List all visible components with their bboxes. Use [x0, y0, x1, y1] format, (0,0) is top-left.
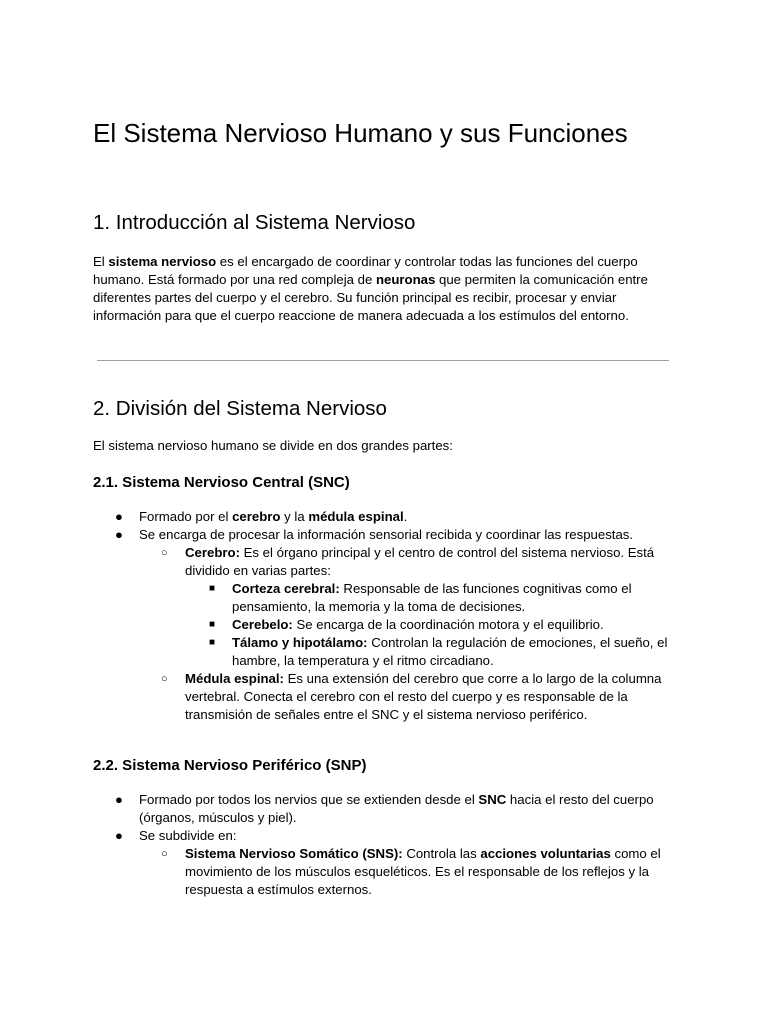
text-run: y la	[280, 509, 309, 524]
bold-term: Tálamo y hipotálamo:	[232, 635, 368, 650]
bold-term: cerebro	[232, 509, 281, 524]
section-1-paragraph	[93, 253, 653, 325]
section-1-heading: 1. Introducción al Sistema Nervioso	[93, 211, 416, 234]
text-run: como el movimiento de los músculos esqueléticos. Es el responsable de los reflejos y la respuesta a estímulos externos.	[185, 846, 661, 897]
text-run: Se encarga de procesar la información sensorial recibida y coordinar las respuestas.	[139, 527, 634, 542]
text-run: hacia el resto del cuerpo (órganos, músculos y piel).	[139, 792, 654, 825]
list-item	[93, 670, 673, 724]
bold-term: médula espinal	[308, 509, 404, 524]
bullet-circle: ○	[161, 848, 168, 860]
list-item	[93, 616, 673, 634]
text-run: Formado por todos los nervios que se extienden desde el	[139, 792, 479, 807]
section-2-intro: El sistema nervioso humano se divide en dos grandes partes:	[93, 438, 453, 453]
bold-term: Médula espinal:	[185, 671, 284, 686]
subsection-2-1-heading: 2.1. Sistema Nervioso Central (SNC)	[93, 474, 350, 491]
list-item	[93, 827, 673, 845]
text-run: Se subdivide en:	[139, 828, 237, 843]
horizontal-divider	[97, 360, 669, 361]
bullet-disc: ●	[115, 792, 123, 807]
bullet-circle: ○	[161, 673, 168, 685]
text-run: .	[403, 509, 408, 524]
text-run: que permiten la comunicación entre diferentes partes del cuerpo y el cerebro. Su función principal es recibir, procesar y enviar información para que el cuerpo reaccione de manera adecuada a los estímulos del entorno.	[93, 272, 648, 323]
bold-term: neuronas	[375, 272, 436, 287]
document-title: El Sistema Nervioso Humano y sus Funciones	[93, 118, 628, 148]
list-item	[93, 845, 673, 899]
list-item	[93, 634, 673, 670]
bullet-disc: ●	[115, 828, 123, 843]
bold-term: Corteza cerebral:	[232, 581, 340, 596]
text-run: Controla las	[402, 846, 481, 861]
text-run: Formado por el	[139, 509, 233, 524]
bullet-circle: ○	[161, 547, 168, 559]
bullet-disc: ●	[115, 527, 123, 542]
bullet-square: ■	[209, 637, 216, 648]
bullet-square: ■	[209, 583, 216, 594]
text-run: El	[93, 254, 109, 269]
list-item	[93, 580, 673, 616]
list-item	[93, 791, 673, 827]
section-2-heading: 2. División del Sistema Nervioso	[93, 397, 387, 420]
bold-term: Cerebro:	[185, 545, 240, 560]
list-item	[93, 544, 673, 580]
text-run: Responsable de las funciones cognitivas como el pensamiento, la memoria y la toma de decisiones.	[232, 581, 632, 614]
subsection-2-2-heading: 2.2. Sistema Nervioso Periférico (SNP)	[93, 757, 367, 774]
bullet-square: ■	[209, 619, 216, 630]
bold-term: Cerebelo:	[232, 617, 293, 632]
bold-term: Sistema Nervioso Somático (SNS):	[185, 846, 403, 861]
bold-term: SNC	[478, 792, 507, 807]
text-run: es el encargado de coordinar y controlar todas las funciones del cuerpo humano. Está formado por una red compleja de	[93, 254, 638, 287]
text-run: Es el órgano principal y el centro de control del sistema nervioso. Está dividido en varias partes:	[185, 545, 655, 578]
list-item	[93, 508, 673, 526]
snp-list	[93, 791, 673, 899]
list-item	[93, 526, 673, 544]
bullet-disc: ●	[115, 509, 123, 524]
bold-term: sistema nervioso	[108, 254, 217, 269]
snc-list	[93, 508, 673, 724]
text-run: Controlan la regulación de emociones, el sueño, el hambre, la temperatura y el ritmo circadiano.	[232, 635, 668, 668]
bold-term: acciones voluntarias	[480, 846, 611, 861]
text-run: Es una extensión del cerebro que corre a lo largo de la columna vertebral. Conecta el cerebro con el resto del cuerpo y es responsable de la transmisión de señales entre el SNC y el sistema nervioso periférico.	[185, 671, 662, 722]
text-run: Se encarga de la coordinación motora y el equilibrio.	[292, 617, 604, 632]
